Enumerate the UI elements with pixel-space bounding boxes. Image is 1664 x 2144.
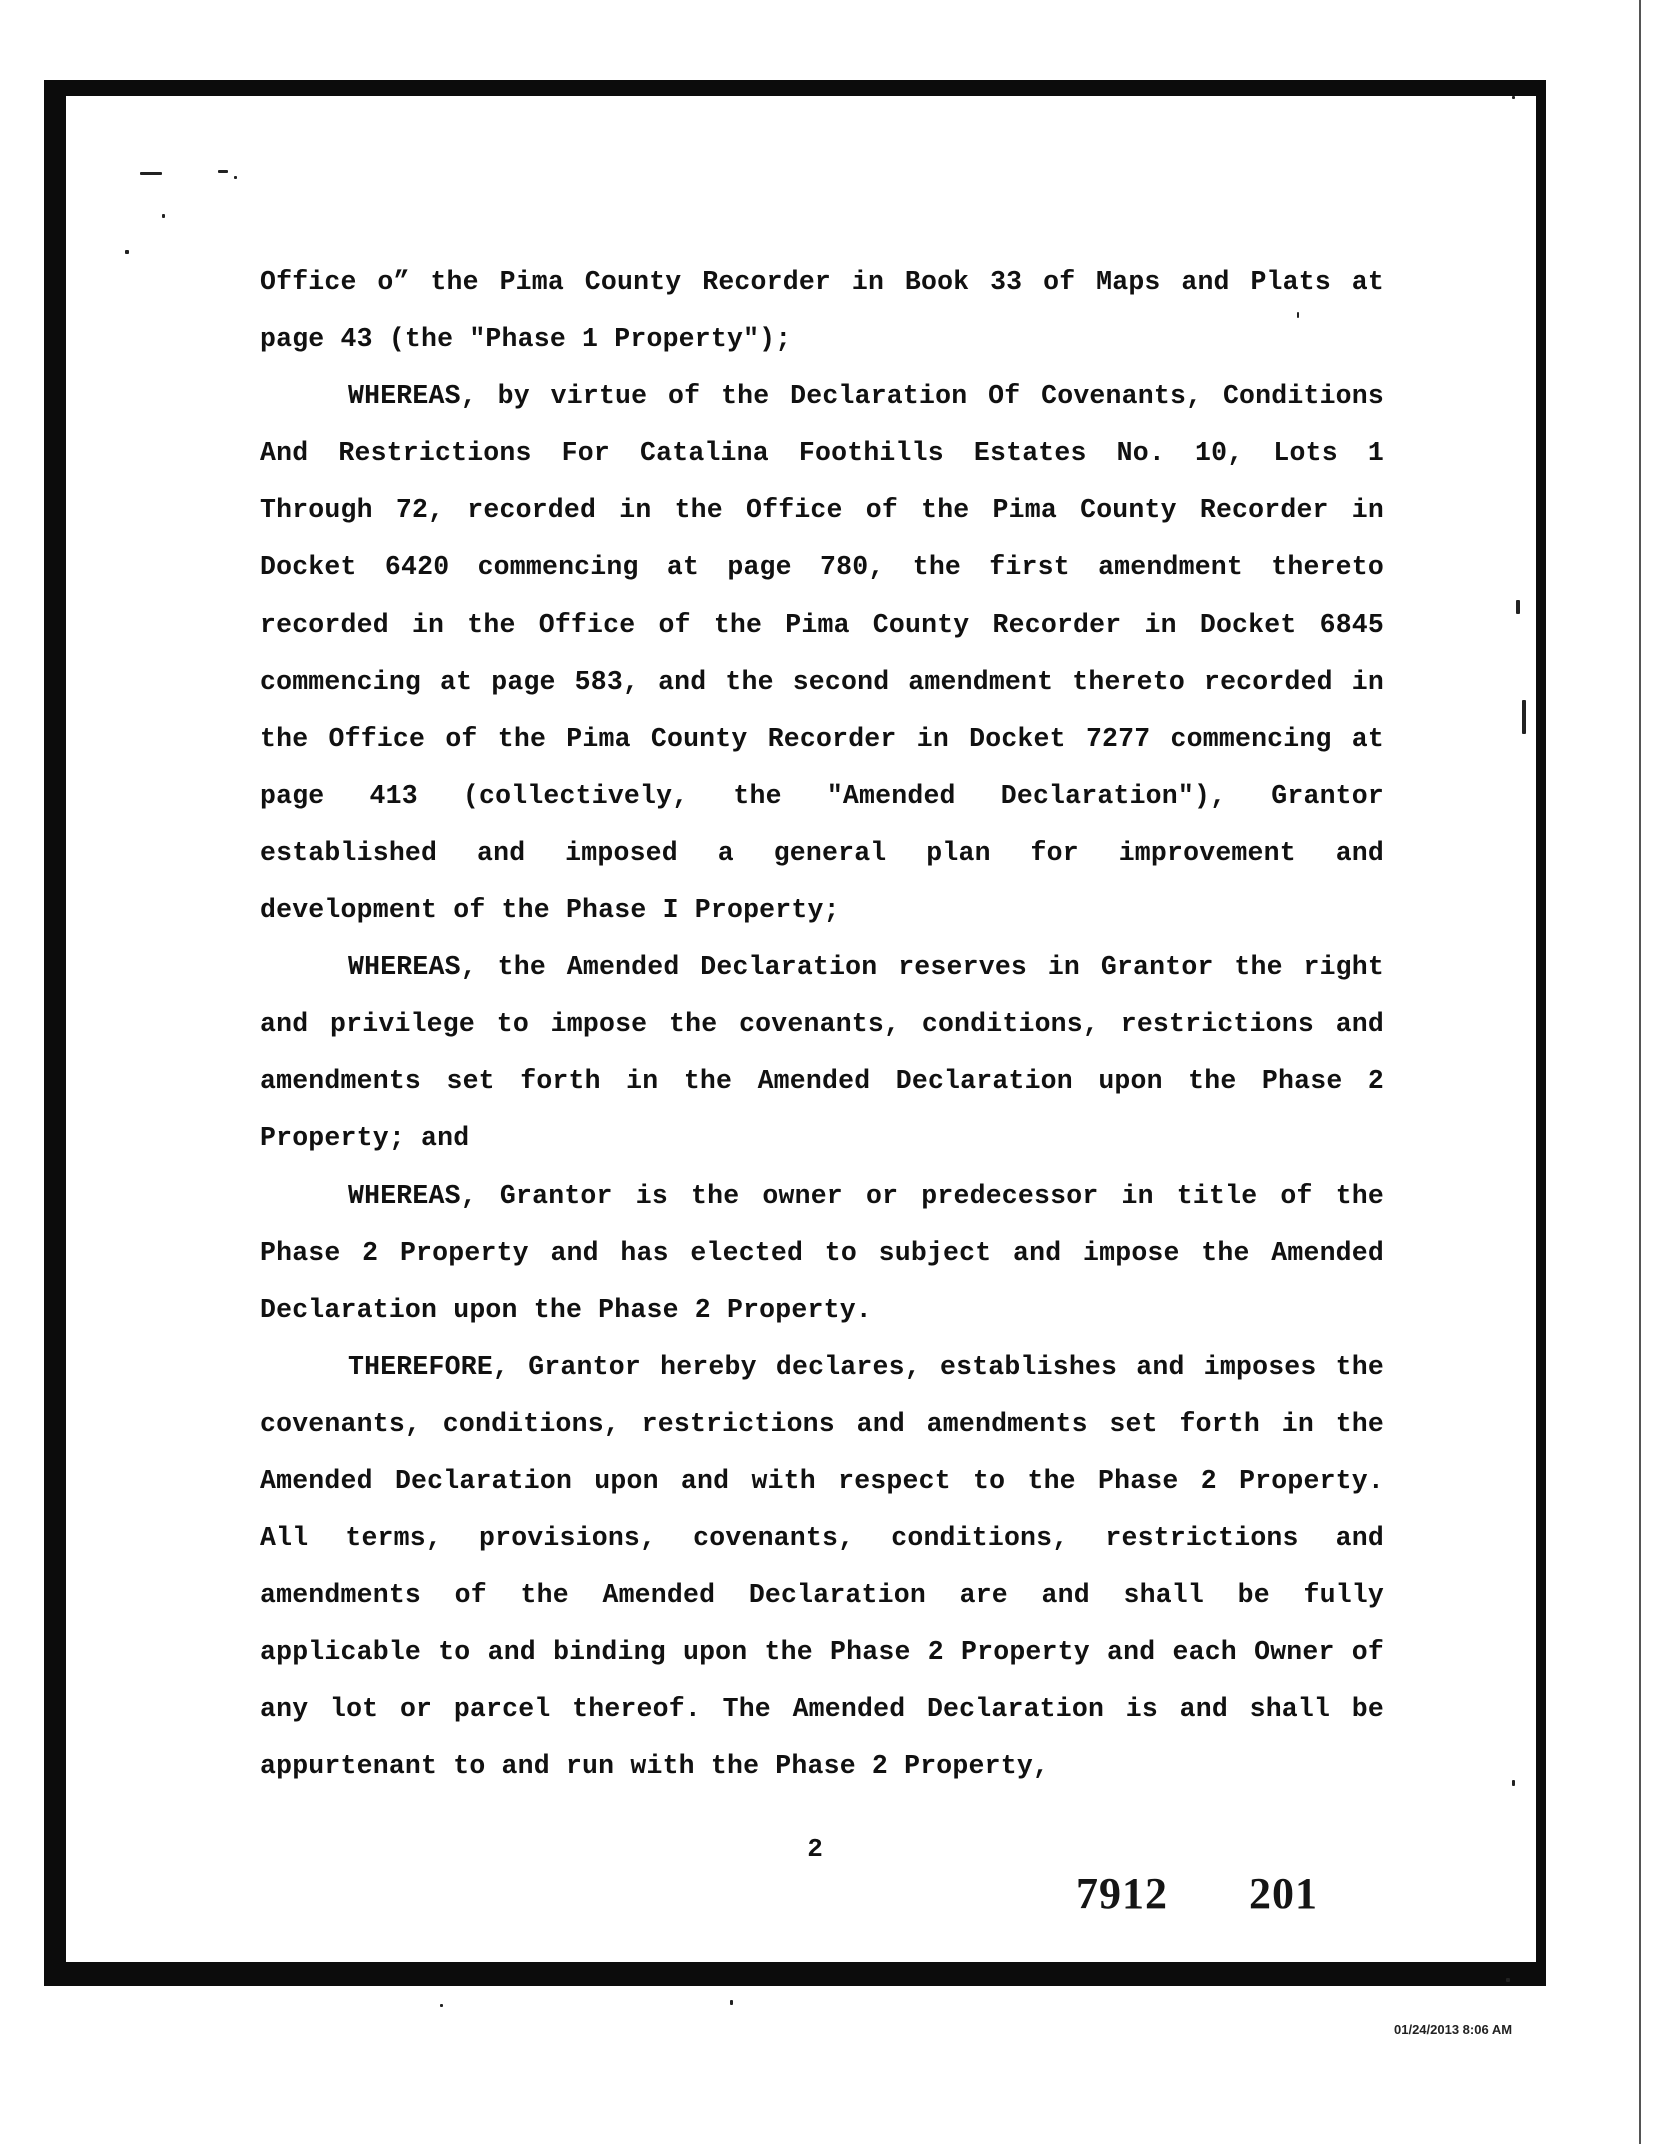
scan-speck (1522, 700, 1526, 734)
paragraph-whereas-declaration: WHEREAS, by virtue of the Declaration Of Covenants, Conditions And Restrictions For Catalina Foothills Estates No. 10, Lots 1 Through 72, recorded in the Office of the Pima County Recorder in Docket 6420 commencing at page 780, the first amendment thereto recorded in the Office of the Pima County Recorder in Docket 6845 commencing at page 583, and the second amendment thereto recorded in the Office of the Pima County Recorder in Docket 7277 commencing at page 413 (collectively, the "Amended Declaration"), Grantor established and imposed a general plan for improvement and development of the Phase I Property; (260, 381, 1384, 926)
recording-book-page-stamp (1076, 1868, 1318, 1919)
scan-speck (140, 172, 162, 175)
scan-speck (1512, 96, 1515, 99)
scan-speck (1512, 1780, 1515, 1786)
scan-timestamp: 01/24/2013 8:06 AM (1394, 2022, 1513, 2037)
paragraph-continuation: Office o” the Pima County Recorder in Book 33 of Maps and Plats at page 43 (the "Phase 1 Property"); (260, 267, 1384, 355)
recording-page-number: 201 (1249, 1869, 1318, 1918)
scan-speck (234, 176, 237, 179)
scan-speck (218, 170, 228, 173)
scan-speck (1516, 600, 1520, 614)
scan-speck (440, 2004, 443, 2007)
paragraph-whereas-owner: WHEREAS, Grantor is the owner or predecessor in title of the Phase 2 Property and has elected to subject and impose the Amended Declaration upon the Phase 2 Property. (260, 1180, 1384, 1325)
document-body (260, 254, 1384, 1796)
recording-book-number: 7912 (1076, 1869, 1168, 1918)
scan-speck (162, 214, 165, 218)
scan-speck (125, 250, 129, 254)
scan-speck (1506, 1978, 1510, 1982)
paragraph-whereas-reserves: WHEREAS, the Amended Declaration reserves in Grantor the right and privilege to impose the covenants, conditions, restrictions and amendments set forth in the Amended Declaration upon the Phase 2 Property; and (260, 952, 1384, 1154)
scan-edge-line (1639, 0, 1641, 2144)
page-number: 2 (807, 1834, 823, 1864)
paragraph-therefore: THEREFORE, Grantor hereby declares, establishes and imposes the covenants, conditions, restrictions and amendments set forth in the Amended Declaration upon and with respect to the Phase 2 Property. All terms, provisions, covenants, conditions, restrictions and amendments of the Amended Declaration are and shall be fully applicable to and binding upon the Phase 2 Property and each Owner of any lot or parcel thereof. The Amended Declaration is and shall be appurtenant to and run with the Phase 2 Property, (260, 1351, 1384, 1782)
scan-speck (730, 2000, 733, 2005)
